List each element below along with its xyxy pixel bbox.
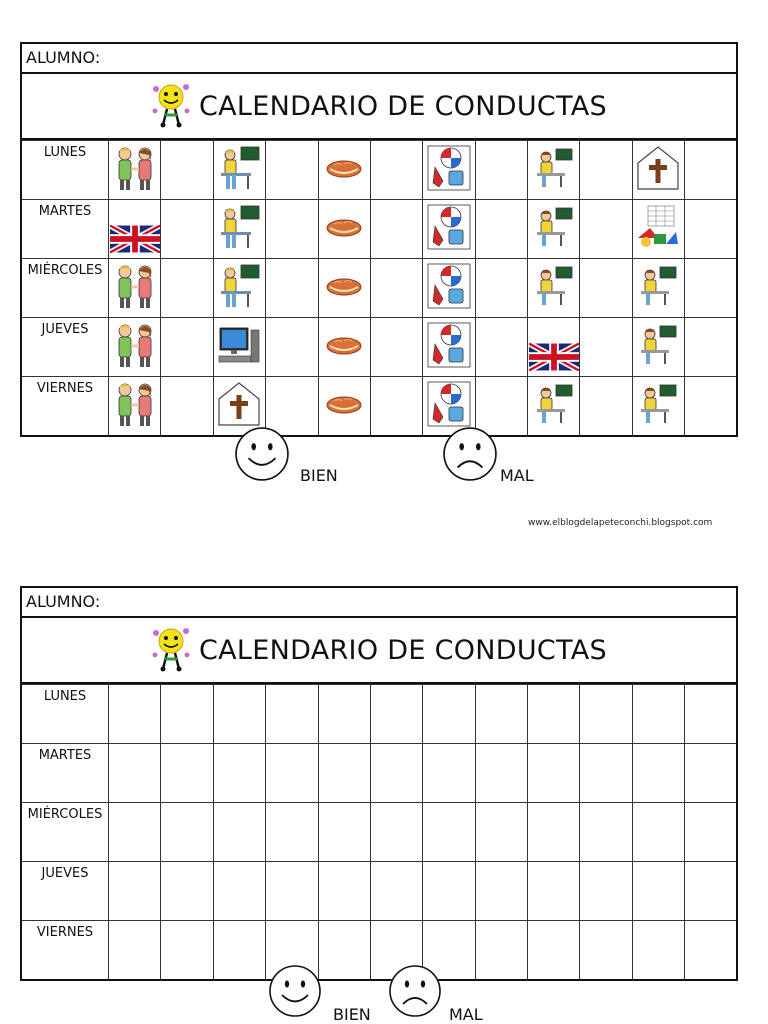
sandwich-icon <box>322 145 366 191</box>
schedule-cell[interactable] <box>161 862 213 921</box>
schedule-cell[interactable] <box>370 200 422 259</box>
schedule-cell[interactable] <box>370 685 422 744</box>
day-row <box>21 377 737 437</box>
day-label: VIERNES <box>21 921 109 981</box>
desk-icon <box>636 381 680 427</box>
schedule-cell[interactable] <box>632 200 684 259</box>
happy-face-icon <box>234 426 290 482</box>
day-label: VIERNES <box>21 377 109 437</box>
schedule-cell[interactable] <box>266 200 318 259</box>
schedule-cell[interactable] <box>580 744 632 803</box>
calendar-title: CALENDARIO DE CONDUCTAS <box>198 90 607 122</box>
classroom-icon <box>217 204 261 250</box>
schedule-cell[interactable] <box>161 921 213 981</box>
schedule-cell[interactable] <box>318 685 370 744</box>
schedule-cell[interactable] <box>685 259 737 318</box>
schedule-cell[interactable] <box>632 921 684 981</box>
english-flag-icon <box>110 225 160 253</box>
math-icon <box>636 204 680 250</box>
schedule-cell[interactable] <box>370 141 422 200</box>
day-label: MARTES <box>21 200 109 259</box>
classroom-icon <box>217 145 261 191</box>
schedule-cell[interactable] <box>685 685 737 744</box>
schedule-cell[interactable] <box>475 744 527 803</box>
schedule-cell[interactable] <box>213 862 265 921</box>
day-label: MIÉRCOLES <box>21 259 109 318</box>
schedule-cell[interactable] <box>370 377 422 437</box>
schedule-cell[interactable] <box>318 921 370 981</box>
schedule-cell[interactable] <box>632 862 684 921</box>
schedule-cell[interactable] <box>423 685 475 744</box>
schedule-cell[interactable] <box>161 377 213 437</box>
day-row <box>21 803 737 862</box>
schedule-cell[interactable] <box>632 141 684 200</box>
computer-icon <box>217 322 261 368</box>
schedule-cell[interactable] <box>423 744 475 803</box>
desk-icon <box>636 263 680 309</box>
schedule-cell[interactable] <box>685 862 737 921</box>
schedule-cell[interactable] <box>318 141 370 200</box>
greeting-icon <box>113 263 157 309</box>
schedule-cell[interactable] <box>109 685 161 744</box>
day-label: JUEVES <box>21 318 109 377</box>
schedule-cell[interactable] <box>423 141 475 200</box>
schedule-cell[interactable] <box>213 803 265 862</box>
blank-schedule-grid <box>20 684 738 981</box>
schedule-cell[interactable] <box>580 377 632 437</box>
desk-icon <box>532 204 576 250</box>
schedule-cell[interactable] <box>580 921 632 981</box>
recess-icon <box>427 322 471 368</box>
greeting-icon <box>113 381 157 427</box>
schedule-cell[interactable] <box>109 141 161 200</box>
schedule-cell[interactable] <box>423 803 475 862</box>
schedule-cell[interactable] <box>370 259 422 318</box>
schedule-cell[interactable] <box>475 862 527 921</box>
day-label: MARTES <box>21 744 109 803</box>
schedule-cell[interactable] <box>266 318 318 377</box>
behavior-calendar-filled <box>20 42 738 437</box>
schedule-cell[interactable] <box>580 862 632 921</box>
schedule-cell[interactable] <box>528 259 580 318</box>
schedule-cell[interactable] <box>213 259 265 318</box>
schedule-cell[interactable] <box>475 803 527 862</box>
schedule-cell[interactable] <box>632 377 684 437</box>
schedule-cell[interactable] <box>528 318 580 377</box>
happy-face-icon <box>268 964 322 1018</box>
recess-icon <box>427 381 471 427</box>
schedule-cell[interactable] <box>632 803 684 862</box>
schedule-cell[interactable] <box>580 803 632 862</box>
schedule-cell[interactable] <box>528 685 580 744</box>
schedule-cell[interactable] <box>161 200 213 259</box>
schedule-cell[interactable] <box>528 200 580 259</box>
schedule-cell[interactable] <box>213 141 265 200</box>
schedule-cell[interactable] <box>161 803 213 862</box>
recess-icon <box>427 145 471 191</box>
schedule-cell[interactable] <box>109 744 161 803</box>
schedule-cell[interactable] <box>685 318 737 377</box>
schedule-cell[interactable] <box>370 318 422 377</box>
schedule-cell[interactable] <box>266 744 318 803</box>
schedule-cell[interactable] <box>632 685 684 744</box>
schedule-cell[interactable] <box>161 318 213 377</box>
website-url: www.elblogdelapeteconchi.blogspot.com <box>528 518 713 528</box>
schedule-cell[interactable] <box>632 744 684 803</box>
calendar-header <box>20 618 738 684</box>
schedule-cell[interactable] <box>318 803 370 862</box>
sandwich-icon <box>322 263 366 309</box>
schedule-cell[interactable] <box>161 744 213 803</box>
schedule-cell[interactable] <box>685 921 737 981</box>
student-name-field[interactable] <box>20 42 738 74</box>
schedule-cell[interactable] <box>213 200 265 259</box>
schedule-cell[interactable] <box>318 744 370 803</box>
schedule-cell[interactable] <box>370 744 422 803</box>
schedule-cell[interactable] <box>528 803 580 862</box>
schedule-cell[interactable] <box>266 685 318 744</box>
schedule-cell[interactable] <box>370 803 422 862</box>
schedule-cell[interactable] <box>528 141 580 200</box>
schedule-cell[interactable] <box>528 377 580 437</box>
greeting-icon <box>113 322 157 368</box>
day-label: MIÉRCOLES <box>21 803 109 862</box>
schedule-cell[interactable] <box>266 259 318 318</box>
desk-icon <box>532 145 576 191</box>
desk-icon <box>532 263 576 309</box>
sad-face-icon <box>388 964 442 1018</box>
legend-bad-label: MAL <box>449 1005 483 1024</box>
sandwich-icon <box>322 322 366 368</box>
schedule-cell[interactable] <box>109 803 161 862</box>
schedule-cell[interactable] <box>318 200 370 259</box>
classroom-icon <box>217 263 261 309</box>
schedule-cell[interactable] <box>475 318 527 377</box>
legend-good-label: BIEN <box>300 466 338 485</box>
schedule-cell[interactable] <box>318 862 370 921</box>
day-label: LUNES <box>21 141 109 200</box>
schedule-cell[interactable] <box>213 318 265 377</box>
desk-icon <box>636 322 680 368</box>
sad-face-icon <box>442 426 498 482</box>
schedule-cell[interactable] <box>632 259 684 318</box>
day-row <box>21 685 737 744</box>
calendar-title: CALENDARIO DE CONDUCTAS <box>198 634 607 666</box>
schedule-cell[interactable] <box>109 377 161 437</box>
day-row <box>21 318 737 377</box>
schedule-grid <box>20 140 738 437</box>
schedule-cell[interactable] <box>580 141 632 200</box>
day-label: JUEVES <box>21 862 109 921</box>
day-label: LUNES <box>21 685 109 744</box>
legend-good-label: BIEN <box>333 1005 371 1024</box>
schedule-cell[interactable] <box>475 259 527 318</box>
desk-icon <box>532 381 576 427</box>
schedule-cell[interactable] <box>475 200 527 259</box>
day-row <box>21 862 737 921</box>
behavior-calendar-blank <box>20 586 738 981</box>
schedule-cell[interactable] <box>685 803 737 862</box>
schedule-cell[interactable] <box>109 921 161 981</box>
schedule-cell[interactable] <box>318 318 370 377</box>
schedule-cell[interactable] <box>318 377 370 437</box>
religion-icon <box>636 145 680 191</box>
calendar-header <box>20 74 738 140</box>
schedule-cell[interactable] <box>685 200 737 259</box>
schedule-cell[interactable] <box>475 141 527 200</box>
schedule-cell[interactable] <box>109 318 161 377</box>
schedule-cell[interactable] <box>109 259 161 318</box>
schedule-cell[interactable] <box>161 685 213 744</box>
student-name-field[interactable] <box>20 586 738 618</box>
schedule-cell[interactable] <box>370 862 422 921</box>
recess-icon <box>427 263 471 309</box>
schedule-cell[interactable] <box>109 200 161 259</box>
schedule-cell[interactable] <box>580 318 632 377</box>
schedule-cell[interactable] <box>685 377 737 437</box>
schedule-cell[interactable] <box>475 921 527 981</box>
schedule-cell[interactable] <box>213 921 265 981</box>
sandwich-icon <box>322 204 366 250</box>
student-label: ALUMNO: <box>26 592 101 611</box>
schedule-cell[interactable] <box>213 744 265 803</box>
schedule-cell[interactable] <box>580 200 632 259</box>
schedule-cell[interactable] <box>423 862 475 921</box>
schedule-cell[interactable] <box>266 141 318 200</box>
schedule-cell[interactable] <box>266 862 318 921</box>
schedule-cell[interactable] <box>213 685 265 744</box>
schedule-cell[interactable] <box>632 318 684 377</box>
day-row <box>21 744 737 803</box>
schedule-cell[interactable] <box>423 318 475 377</box>
recess-icon <box>427 204 471 250</box>
schedule-cell[interactable] <box>161 259 213 318</box>
schedule-cell[interactable] <box>109 862 161 921</box>
schedule-cell[interactable] <box>528 744 580 803</box>
day-row <box>21 141 737 200</box>
schedule-cell[interactable] <box>423 200 475 259</box>
schedule-cell[interactable] <box>161 141 213 200</box>
schedule-cell[interactable] <box>266 803 318 862</box>
student-label: ALUMNO: <box>26 48 101 67</box>
smiling-star-mascot-icon <box>151 625 191 675</box>
schedule-cell[interactable] <box>528 862 580 921</box>
english-flag-icon <box>529 343 579 371</box>
schedule-cell[interactable] <box>475 685 527 744</box>
schedule-cell[interactable] <box>685 744 737 803</box>
sandwich-icon <box>322 381 366 427</box>
day-row <box>21 921 737 981</box>
schedule-cell[interactable] <box>318 259 370 318</box>
schedule-cell[interactable] <box>423 259 475 318</box>
religion-icon <box>217 381 261 427</box>
day-row <box>21 259 737 318</box>
schedule-cell[interactable] <box>580 685 632 744</box>
schedule-cell[interactable] <box>685 141 737 200</box>
schedule-cell[interactable] <box>528 921 580 981</box>
legend-bad-label: MAL <box>500 466 534 485</box>
smiling-star-mascot-icon <box>151 81 191 131</box>
day-row <box>21 200 737 259</box>
schedule-cell[interactable] <box>580 259 632 318</box>
greeting-icon <box>113 145 157 191</box>
